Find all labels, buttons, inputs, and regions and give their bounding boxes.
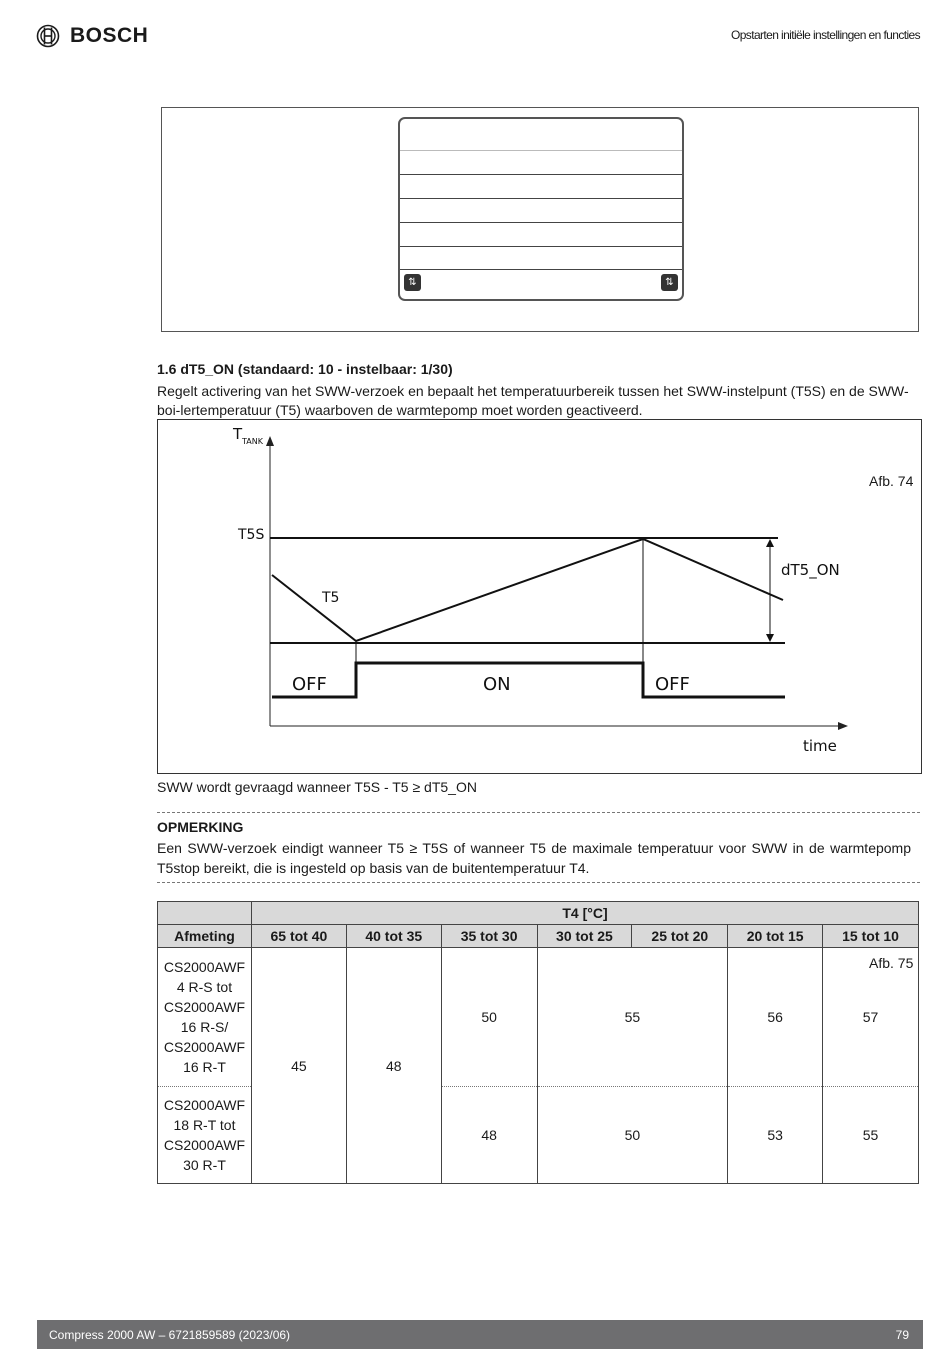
model-line: CS2000AWF xyxy=(163,959,246,975)
y-axis-sub-label: TANK xyxy=(242,437,263,446)
footer-document-id: Compress 2000 AW – 6721859589 (2023/06) xyxy=(49,1328,291,1342)
value-cell: 50 xyxy=(441,948,537,1087)
brand-name: BOSCH xyxy=(70,24,149,47)
model-line: 30 R-T xyxy=(183,1157,226,1173)
column-header: 25 tot 20 xyxy=(632,925,728,948)
value: 48 xyxy=(385,1057,402,1074)
value-cell: 53 xyxy=(728,1087,823,1184)
value-cell: 55 xyxy=(537,948,728,1087)
shared-value-cell xyxy=(251,948,346,1184)
column-header: 30 tot 25 xyxy=(537,925,632,948)
note-divider-bottom xyxy=(157,882,920,883)
note-divider-top xyxy=(157,812,920,813)
figure-reference-74: Afb. 74 xyxy=(869,473,914,489)
page-footer xyxy=(37,1320,923,1349)
note-text: Een SWW-verzoek eindigt wanneer T5 ≥ T5S of wanneer T5 de maximale temperatuur voor SWW in de warmtepomp T5stop bereikt, die is ingesteld op basis van de buitentemperatuur T4. xyxy=(157,840,911,876)
y-axis-arrow-icon xyxy=(266,436,274,446)
x-axis-label: time xyxy=(803,737,837,755)
model-line: 4 R-S tot xyxy=(176,979,233,995)
column-header: 40 tot 35 xyxy=(346,925,441,948)
model-cell-small xyxy=(158,948,252,1087)
t5-label: T5 xyxy=(322,590,340,606)
t5-curve xyxy=(272,539,783,641)
column-header: 35 tot 30 xyxy=(441,925,537,948)
table-corner-cell xyxy=(158,902,252,925)
afmeting-header: Afmeting xyxy=(158,925,252,948)
on-label: ON xyxy=(483,674,511,695)
off-label-2: OFF xyxy=(655,674,690,695)
t5stop-table xyxy=(157,901,919,1184)
value-cell: 56 xyxy=(728,948,823,1087)
column-header: 20 tot 15 xyxy=(728,925,823,948)
model-line: CS2000AWF xyxy=(163,1097,246,1113)
dt5on-label: dT5_ON xyxy=(781,561,840,579)
model-line: 16 R-T xyxy=(183,1059,226,1075)
section-paragraph: Regelt activering van het SWW-verzoek en bepaalt het temperatuurbereik tussen het SWW-instelpunt (T5S) en de SWW-boi-lertemperatuur (T5) waarboven de warmtepomp moet worden geactiveerd. xyxy=(157,383,909,418)
section-heading: 1.6 dT5_ON (standaard: 10 - instelbaar: 1/30) xyxy=(157,361,453,377)
column-header: 65 tot 40 xyxy=(251,925,346,948)
y-axis-label: T xyxy=(233,425,243,443)
model-line: 16 R-S/ xyxy=(180,1019,229,1035)
t5s-label: T5S xyxy=(238,527,265,543)
dimension-arrow-up-icon xyxy=(766,539,774,547)
x-axis-arrow-icon xyxy=(838,722,848,730)
t4-group-header: T4 [°C] xyxy=(251,902,918,925)
diagram-caption: SWW wordt gevraagd wanneer T5S - T5 ≥ dT5_ON xyxy=(157,779,477,795)
scroll-updown-right-icon: ⇅ xyxy=(661,274,678,291)
scroll-updown-left-icon: ⇅ xyxy=(404,274,421,291)
running-header: Opstarten initiële instellingen en functies xyxy=(731,28,920,42)
on-off-signal xyxy=(272,663,785,697)
off-label-1: OFF xyxy=(292,674,327,695)
shared-value-cell xyxy=(346,948,441,1184)
note-heading: OPMERKING xyxy=(157,819,244,835)
figure-reference-75: Afb. 75 xyxy=(869,955,914,971)
model-line: 18 R-T tot xyxy=(173,1117,236,1133)
value-cell: 57 xyxy=(823,948,919,1087)
page-number: 79 xyxy=(895,1328,909,1342)
column-header: 15 tot 10 xyxy=(823,925,919,948)
value-cell: 55 xyxy=(823,1087,919,1184)
value-cell: 48 xyxy=(441,1087,537,1184)
value-cell: 50 xyxy=(537,1087,728,1184)
model-cell-large xyxy=(158,1087,252,1184)
model-line: CS2000AWF xyxy=(163,1039,246,1055)
model-line: CS2000AWF xyxy=(163,1137,246,1153)
dimension-arrow-down-icon xyxy=(766,634,774,642)
value: 45 xyxy=(291,1057,307,1074)
model-line: CS2000AWF xyxy=(163,999,246,1015)
